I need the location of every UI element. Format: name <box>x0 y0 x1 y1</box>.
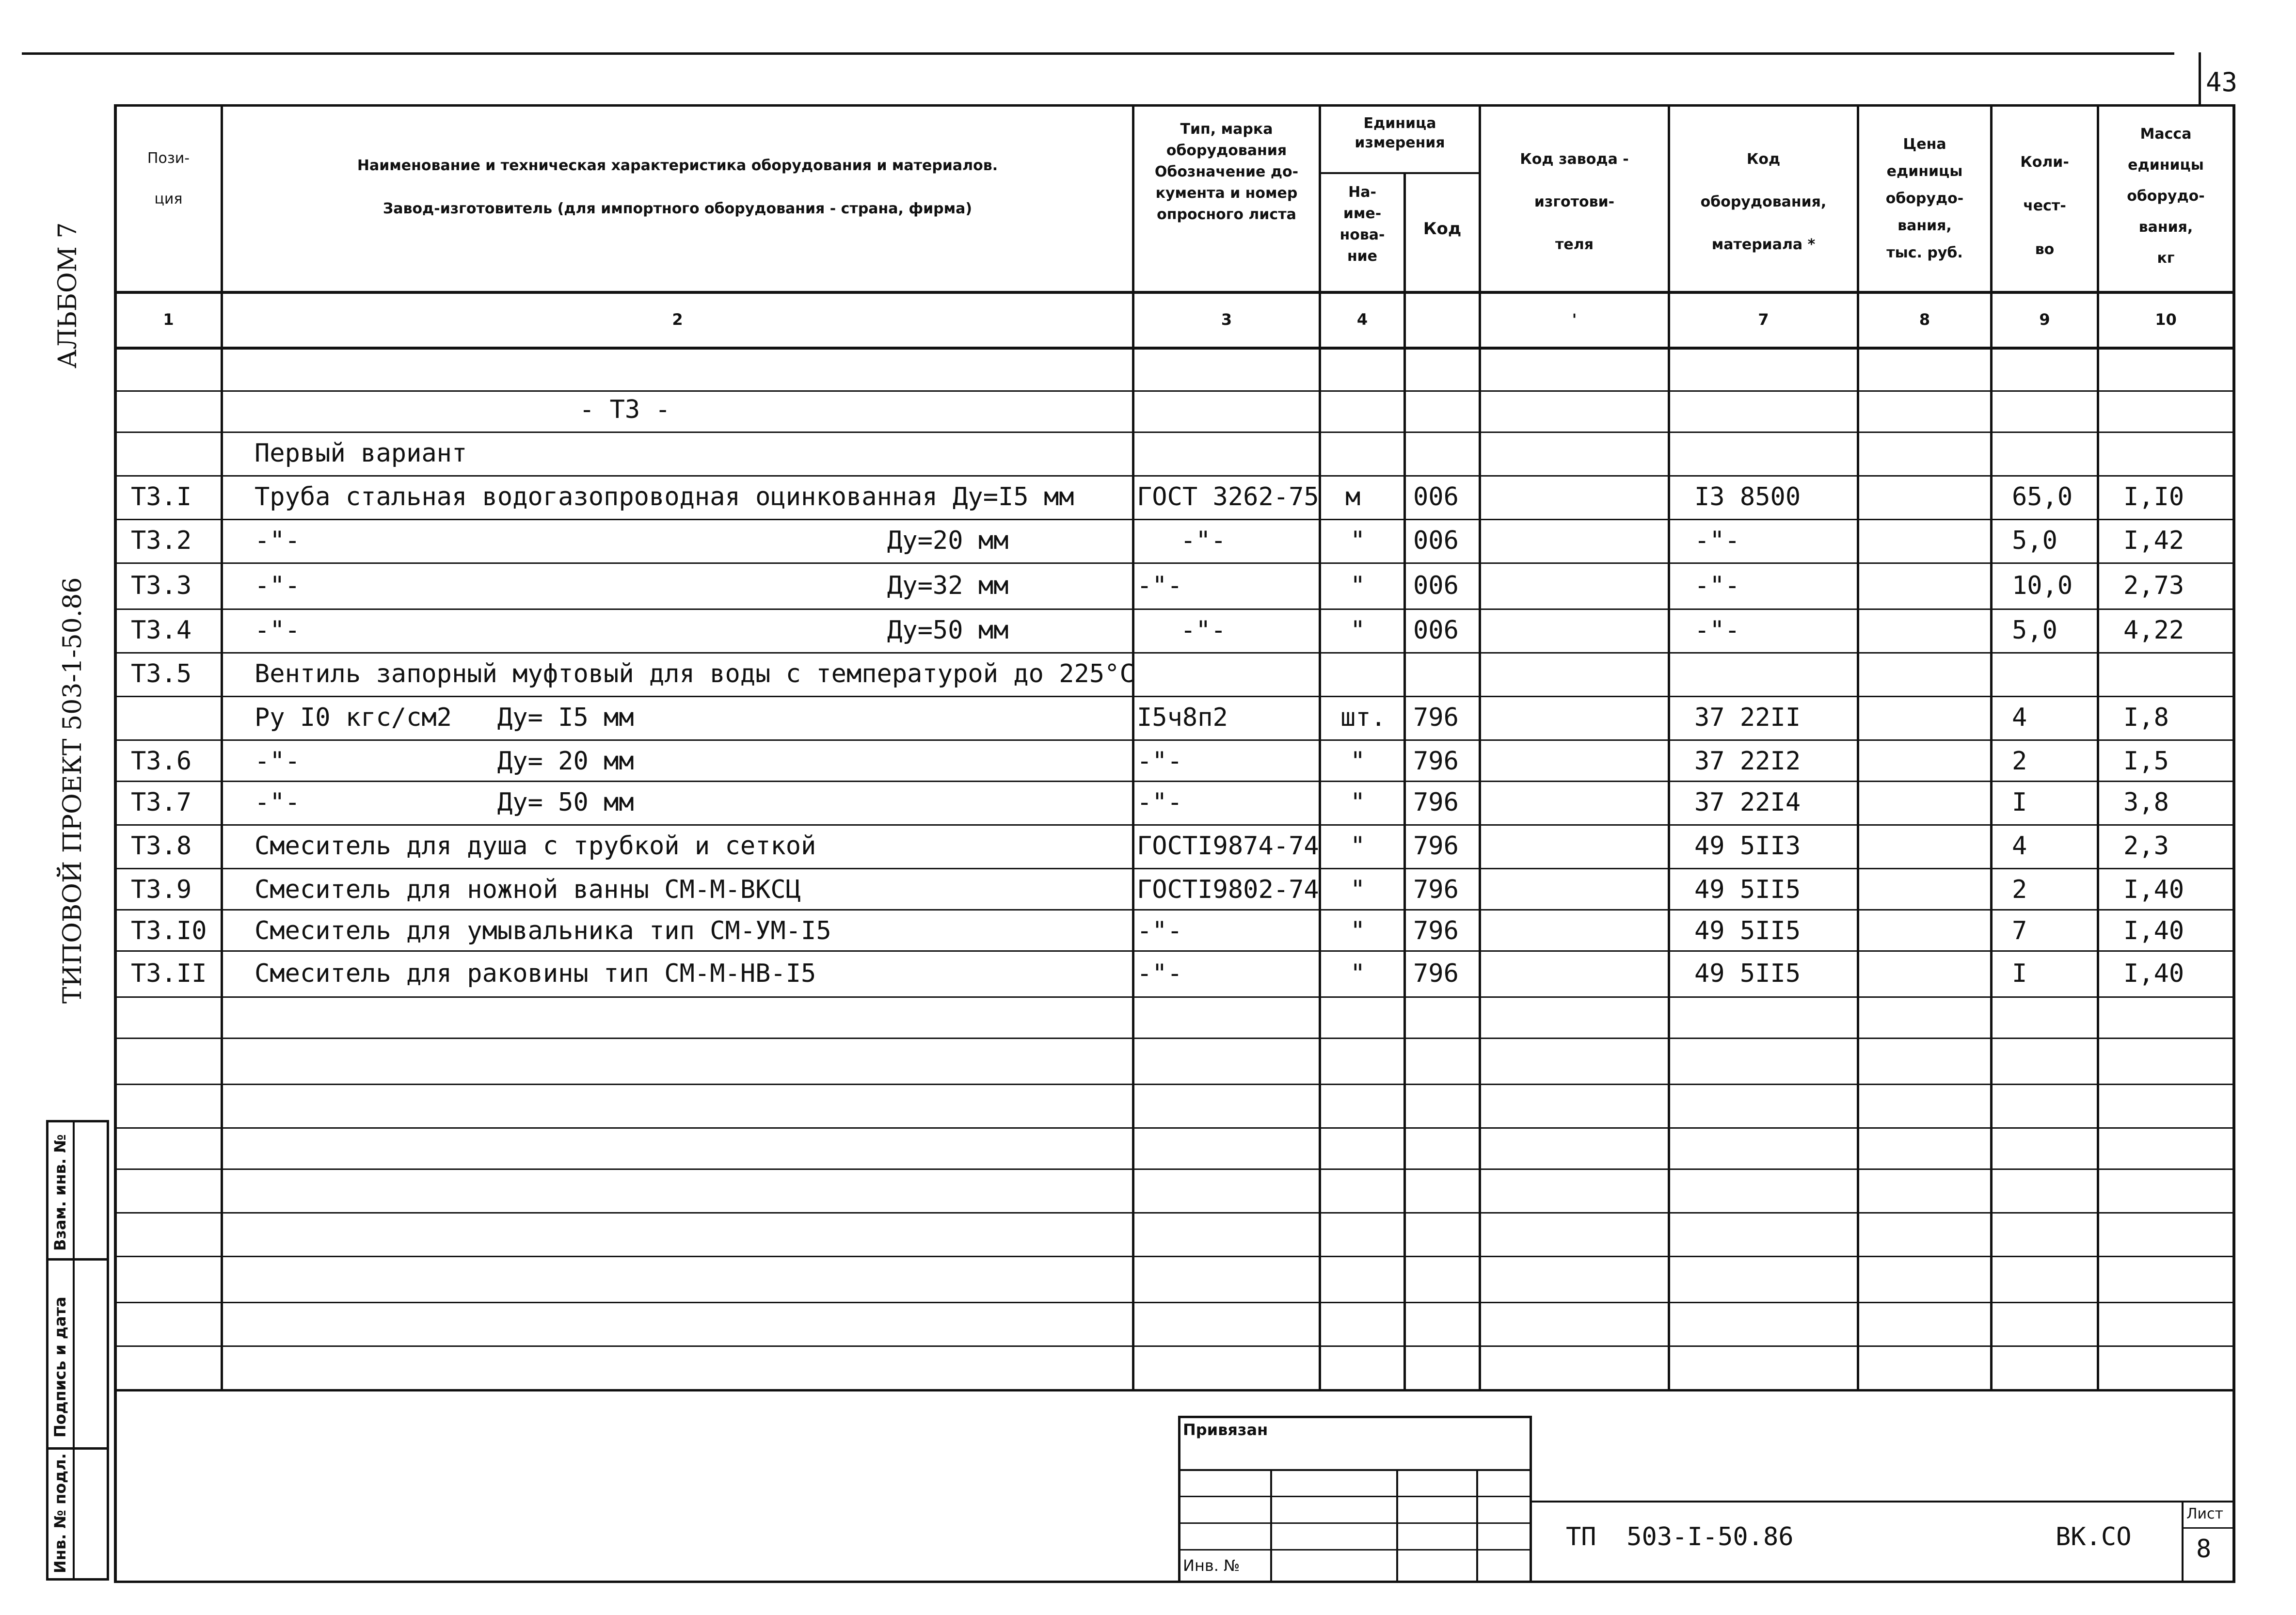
cell-mass: 3,8 <box>2123 788 2169 817</box>
cell-ucode: 796 <box>1413 831 1459 861</box>
cell-name: -"- <box>255 616 300 645</box>
doc-section: ВК.СО <box>2056 1522 2132 1551</box>
stamp-podpis-data: Подпись и дата <box>51 1296 69 1438</box>
cell-pos: ТЗ.5 <box>131 659 192 688</box>
cell-mass: I,I0 <box>2123 482 2184 512</box>
cell-doc: -"- <box>1137 959 1182 988</box>
colnum-3: 3 <box>1221 310 1232 329</box>
cell-code: 37 22I4 <box>1694 788 1801 817</box>
header-name: Наименование и техническая характеристика оборудования и материалов. Завод-изготовитель (для импортного оборудования - страна, фирма) <box>357 157 998 217</box>
cell-name: Смеситель для раковины тип СМ-М-НВ-I5 <box>255 959 816 988</box>
cell-qty: 7 <box>2012 916 2027 945</box>
colnum-6: ' <box>1572 310 1577 329</box>
cell-unit: " <box>1350 959 1366 988</box>
cell-code: 37 22I2 <box>1694 747 1801 776</box>
cell-pos: ТЗ.8 <box>131 831 192 861</box>
cell-name: Смеситель для умывальника тип СМ-УМ-I5 <box>255 916 831 945</box>
project-label: ТИПОВОЙ ПРОЕКТ 503-1-50.86 <box>58 577 87 1004</box>
cell-ucode: 796 <box>1413 959 1459 988</box>
cell-qty: I <box>2012 959 2027 988</box>
cell-pos: ТЗ.3 <box>131 571 192 600</box>
cell-mass: I,42 <box>2123 526 2184 555</box>
cell-qty: 4 <box>2012 703 2027 732</box>
cell-ucode: 796 <box>1413 788 1459 817</box>
cell-code: -"- <box>1694 571 1740 600</box>
cell-ucode: 796 <box>1413 703 1459 732</box>
cell-name: -"- <box>255 571 300 600</box>
cell-code: 49 5II5 <box>1694 875 1801 904</box>
colnum-8: 8 <box>1919 310 1930 329</box>
cell-name: Смеситель для ножной ванны СМ-М-ВКСЦ <box>255 875 801 904</box>
cell-unit: " <box>1350 916 1366 945</box>
cell-pos: ТЗ.II <box>131 959 207 988</box>
cell-doc: I5ч8п2 <box>1137 703 1228 732</box>
cell-qty: 2 <box>2012 875 2027 904</box>
cell-ucode: 006 <box>1413 571 1459 600</box>
cell-mass: I,40 <box>2123 959 2184 988</box>
cell-ucode: 796 <box>1413 916 1459 945</box>
cell-doc: -"- <box>1180 526 1226 555</box>
cell-mass: 4,22 <box>2123 616 2184 645</box>
cell-mass: I,5 <box>2123 747 2169 776</box>
colnum-7: 7 <box>1758 310 1769 329</box>
cell-code: -"- <box>1694 616 1740 645</box>
cell-doc: ГОСТI9802-74 <box>1137 875 1319 904</box>
cell-qty: 10,0 <box>2012 571 2073 600</box>
cell-ucode: 796 <box>1413 747 1459 776</box>
colnum-10: 10 <box>2155 310 2177 329</box>
page-number-box-left <box>2199 52 2201 106</box>
cell-name: Ру I0 кгс/см2 Ду= I5 мм <box>255 703 634 732</box>
colnum-4: 4 <box>1356 310 1368 329</box>
cell-mass: I,40 <box>2123 916 2184 945</box>
header-price: Цена единицы оборудо- вания, тыс. руб. <box>1885 136 1964 261</box>
stamp-vzam-inv: Взам. инв. № <box>51 1134 69 1251</box>
cell-ucode: 006 <box>1413 616 1459 645</box>
cell-mass: I,40 <box>2123 875 2184 904</box>
cell-code: 49 5II5 <box>1694 959 1801 988</box>
header-unit-name: На- име- нова- ние <box>1339 184 1385 265</box>
header-type: Тип, марка оборудования Обозначение до- кумента и номер опросного листа <box>1154 121 1299 223</box>
cell-doc: -"- <box>1137 788 1182 817</box>
header-mass: Масса единицы оборудо- вания, кг <box>2127 126 2205 267</box>
header-unit-code: Код <box>1423 219 1462 239</box>
cell-doc: -"- <box>1180 616 1226 645</box>
cell-name-right: Ду=50 мм <box>887 616 1009 645</box>
cell-ucode: 006 <box>1413 526 1459 555</box>
colnum-2: 2 <box>672 310 683 329</box>
cell-name-right: Ду=20 мм <box>887 526 1009 555</box>
header-unit: Единица измерения <box>1355 115 1445 151</box>
cell-unit: " <box>1350 526 1366 555</box>
inv-no-label: Инв. № <box>1183 1556 1240 1575</box>
sheet-number: 8 <box>2196 1535 2212 1564</box>
cell-pos: ТЗ.4 <box>131 616 192 645</box>
cell-code: -"- <box>1694 526 1740 555</box>
privyazan-label: Привязан <box>1183 1421 1268 1439</box>
cell-qty: 5,0 <box>2012 526 2057 555</box>
cell-qty: I <box>2012 788 2027 817</box>
cell-qty: 65,0 <box>2012 482 2073 512</box>
cell-doc: -"- <box>1137 571 1182 600</box>
stamp-inv-podl: Инв. № подл. <box>51 1453 69 1573</box>
section-title: - ТЗ - <box>579 395 670 424</box>
album-label: АЛЬБОМ 7 <box>53 222 82 368</box>
cell-unit: " <box>1350 788 1366 817</box>
cell-name-right: Ду=32 мм <box>887 571 1009 600</box>
header-equip-code: Код оборудования, материала * <box>1700 151 1827 253</box>
cell-doc: ГОСТI9874-74 <box>1137 831 1319 861</box>
header-pos: Пози- ция <box>147 150 190 208</box>
header-factory: Код завода - изготови- теля <box>1520 151 1629 253</box>
variant-title: Первый вариант <box>255 439 467 468</box>
cell-mass: 2,3 <box>2123 831 2169 861</box>
cell-qty: 2 <box>2012 747 2027 776</box>
cell-qty: 4 <box>2012 831 2027 861</box>
cell-mass: 2,73 <box>2123 571 2184 600</box>
page-number: 43 <box>2206 67 2238 97</box>
cell-unit: м <box>1345 482 1361 512</box>
cell-code: 49 5II3 <box>1694 831 1801 861</box>
cell-name: -"- Ду= 50 мм <box>255 788 634 817</box>
top-rule <box>22 52 2174 55</box>
cell-name: Смеситель для душа с трубкой и сеткой <box>255 831 816 861</box>
sheet-label: Лист <box>2186 1505 2224 1522</box>
cell-pos: ТЗ.2 <box>131 526 192 555</box>
cell-name: -"- Ду= 20 мм <box>255 747 634 776</box>
cell-name: Вентиль запорный муфтовый для воды с температурой до 225°С <box>255 659 1135 688</box>
colnum-9: 9 <box>2039 310 2050 329</box>
cell-unit: " <box>1350 571 1366 600</box>
cell-code: 37 22II <box>1694 703 1801 732</box>
cell-unit: " <box>1350 831 1366 861</box>
cell-name: Труба стальная водогазопроводная оцинкованная Ду=I5 мм <box>255 482 1074 512</box>
cell-pos: ТЗ.I0 <box>131 916 207 945</box>
cell-unit: " <box>1350 875 1366 904</box>
cell-pos: ТЗ.9 <box>131 875 192 904</box>
cell-qty: 5,0 <box>2012 616 2057 645</box>
cell-unit: " <box>1350 747 1366 776</box>
cell-doc: ГОСТ 3262-75 <box>1137 482 1319 512</box>
cell-unit: шт. <box>1340 703 1386 732</box>
cell-unit: " <box>1350 616 1366 645</box>
cell-name: -"- <box>255 526 300 555</box>
header-qty: Коли- чест- во <box>2020 154 2069 258</box>
cell-ucode: 006 <box>1413 482 1459 512</box>
cell-doc: -"- <box>1137 916 1182 945</box>
cell-pos: ТЗ.7 <box>131 788 192 817</box>
cell-mass: I,8 <box>2123 703 2169 732</box>
cell-pos: ТЗ.6 <box>131 747 192 776</box>
colnum-1: 1 <box>163 310 174 329</box>
cell-ucode: 796 <box>1413 875 1459 904</box>
cell-doc: -"- <box>1137 747 1182 776</box>
cell-code: I3 8500 <box>1694 482 1801 512</box>
cell-code: 49 5II5 <box>1694 916 1801 945</box>
cell-pos: ТЗ.I <box>131 482 192 512</box>
doc-code: ТП 503-I-50.86 <box>1566 1522 1794 1551</box>
